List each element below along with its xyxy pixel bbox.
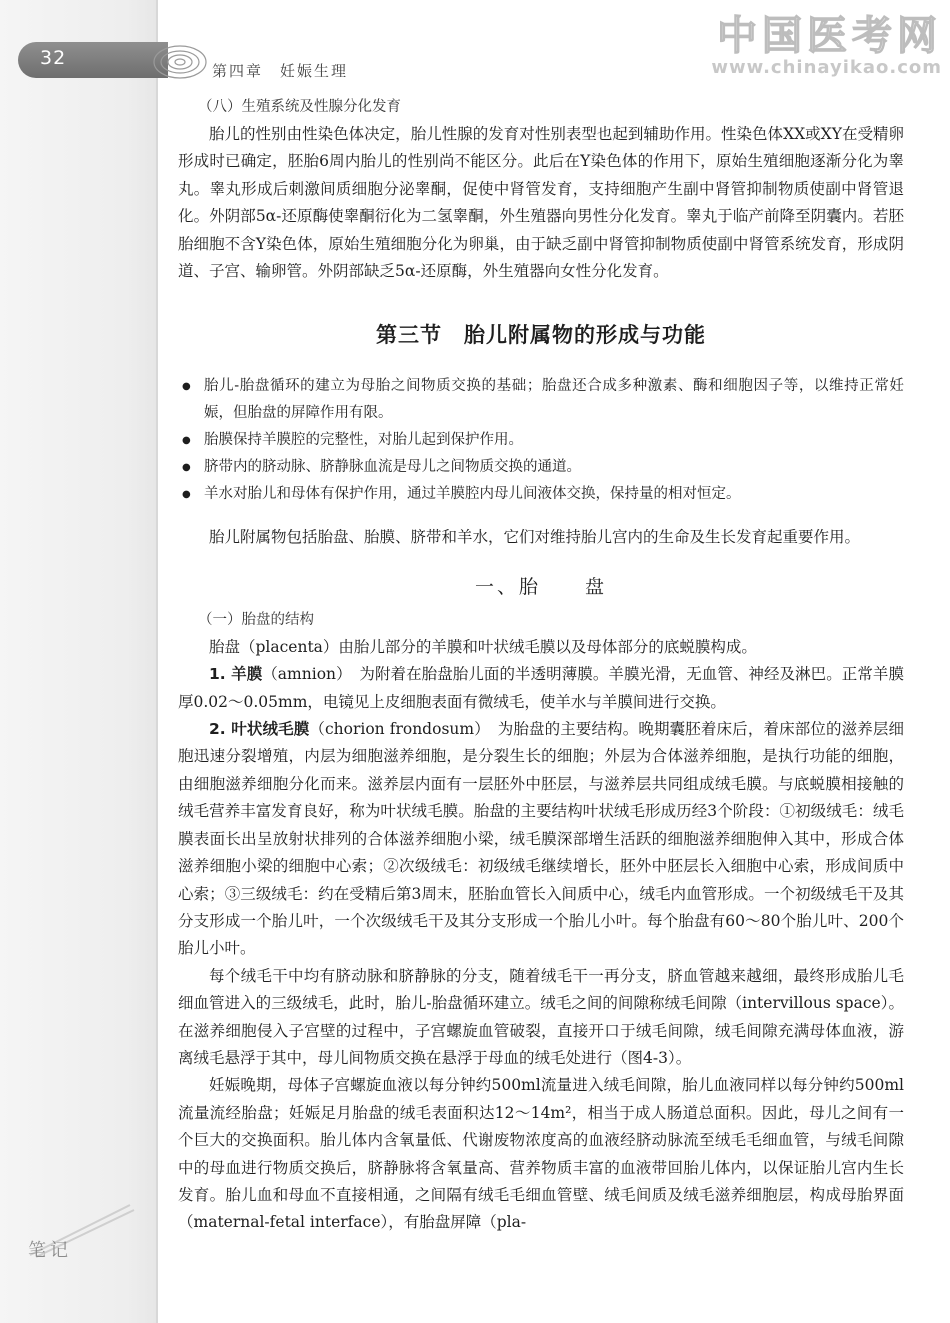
paragraph-villi: 每个绒毛干中均有脐动脉和脐静脉的分支，随着绒毛干一再分支，脐血管越来越细，最终形成胎儿毛细血管进入的三级绒毛，此时，胎儿-胎盘循环建立。绒毛之间的间隙称绒毛间隙（intervillous space）。在滋养细胞侵入子宫壁的过程中，子宫螺旋血管破裂，直接开口于绒毛间隙，绒毛间隙充满母体血液，游离绒毛悬浮于其中，母儿间物质交换在悬浮于母血的绒毛处进行（图4-3）。 [178, 966, 904, 1067]
amnion-text: 为附着在胎盘胎儿面的半透明薄膜。羊膜光滑，无血管、神经及淋巴。正常羊膜厚0.02～0.05mm，电镜见上皮细胞表面有微绒毛，使羊水与羊膜间进行交换。 [178, 665, 904, 711]
chapter-title: 第四章 妊娠生理 [212, 62, 349, 80]
notes-label: 笔记 [28, 1240, 72, 1261]
term-chorion: 2. 叶状绒毛膜 [209, 720, 310, 739]
page-number: 32 [40, 47, 67, 69]
paragraph-late-pregnancy: 妊娠晚期，母体子宫螺旋血液以每分钟约500ml流量进入绒毛间隙，胎儿血液同样以每分钟约500ml流量流经胎盘；妊娠足月胎盘的绒毛表面积达12～14m²，相当于成人肠道总面积。因此，母儿之间有一个巨大的交换面积。胎儿体内含氧量低、代谢废物浓度高的血液经脐动脉流至绒毛毛细血管，与绒毛间隙中的母血进行物质交换后，脐静脉将含氧量高、营养物质丰富的血液带回胎儿体内，以保证胎儿宫内生长发育。胎儿血和母血不直接相通，之间隔有绒毛毛细血管壁、绒毛间质及绒毛滋养细胞层，构成母胎界面（maternal-fetal interface），有胎盘屏障（pla- [178, 1076, 904, 1232]
key-point: ● 胎儿-胎盘循环的建立为母胎之间物质交换的基础；胎盘还合成多种激素、酶和细胞因子等，以维持正常妊娠，但胎盘的屏障作用有限。 [178, 373, 904, 427]
paragraph-intro: 胎儿附属物包括胎盘、胎膜、脐带和羊水，它们对维持胎儿宫内的生命及生长发育起重要作用。 [209, 528, 861, 547]
term-amnion-en: （amnion） [262, 665, 344, 684]
heading-placenta: 一、胎 盘 [474, 575, 607, 598]
page-content [178, 94, 904, 1237]
watermark [711, 4, 942, 78]
paragraph-sex-differentiation: 胎儿的性别由性染色体决定，胎儿性腺的发育对性别表型也起到辅助作用。性染色体XX或XY在受精卵形成时已确定，胚胎6周内胎儿的性别尚不能区分。此后在Y染色体的作用下，原始生殖细胞逐渐分化为睾丸。睾丸形成后刺激间质细胞分泌睾酮，促使中肾管发育，支持细胞产生副中肾管抑制物质使副中肾管退化。外阴部5α-还原酶使睾酮衍化为二氢睾酮，外生殖器向男性分化发育。睾丸于临产前降至阴囊内。若胚胎细胞不含Y染色体，原始生殖细胞分化为卵巢，由于缺乏副中肾管抑制物质使副中肾管系统发育，形成阴道、子宫、输卵管。外阴部缺乏5α-还原酶，外生殖器向女性分化发育。 [178, 125, 904, 281]
paragraph-structure: 胎盘（placenta）由胎儿部分的羊膜和叶状绒毛膜以及母体部分的底蜕膜构成。 [209, 637, 757, 656]
section-title: 第三节 胎儿附属物的形成与功能 [376, 323, 706, 348]
subheading-reproductive: （八）生殖系统及性腺分化发育 [198, 99, 401, 115]
key-point: ● 羊水对胎儿和母体有保护作用，通过羊膜腔内母儿间液体交换，保持量的相对恒定。 [178, 481, 904, 508]
key-point: ● 脐带内的脐动脉、脐静脉血流是母儿之间物质交换的通道。 [178, 454, 904, 481]
paragraph-chorion [178, 716, 904, 963]
term-amnion: 1. 羊膜 [209, 665, 263, 684]
watermark-chinese: 中国医考网 [717, 13, 942, 59]
chorion-text: 为胎盘的主要结构。晚期囊胚着床后，着床部位的滋养层细胞迅速分裂增殖，内层为细胞滋养细胞，是分裂生长的细胞；外层为合体滋养细胞，是执行功能的细胞，由细胞滋养细胞分化而来。滋养层内面有一层胚外中胚层，与滋养层共同组成绒毛膜。与底蜕膜相接触的绒毛营养丰富发育良好，称为叶状绒毛膜。胎盘的主要结构叶状绒毛形成历经3个阶段：①初级绒毛：绒毛膜表面长出呈放射状排列的合体滋养细胞小梁，绒毛膜深部增生活跃的细胞滋养细胞伸入其中，形成合体滋养细胞小梁的细胞中心索；②次级绒毛：初级绒毛继续增长，胚外中胚层长入细胞中心索，形成间质中心索；③三级绒毛：约在受精后第3周末，胚胎血管长入间质中心，绒毛内血管形成。一个初级绒毛干及其分支形成一个胎儿叶，一个次级绒毛干及其分支形成一个胎儿小叶。每个胎盘有60～80个胎儿叶、200个胎儿小叶。 [178, 720, 904, 958]
spiral-ornament-icon [150, 40, 210, 84]
margin-column [0, 0, 158, 1323]
key-points-list [178, 373, 904, 508]
key-point: ● 胎膜保持羊膜腔的完整性，对胎儿起到保护作用。 [178, 427, 904, 454]
term-chorion-en: （chorion frondosum） [309, 720, 483, 739]
subheading-structure: （一）胎盘的结构 [198, 611, 314, 628]
watermark-url: www.chinayikao.com [711, 57, 942, 78]
paragraph-amnion [178, 661, 904, 716]
